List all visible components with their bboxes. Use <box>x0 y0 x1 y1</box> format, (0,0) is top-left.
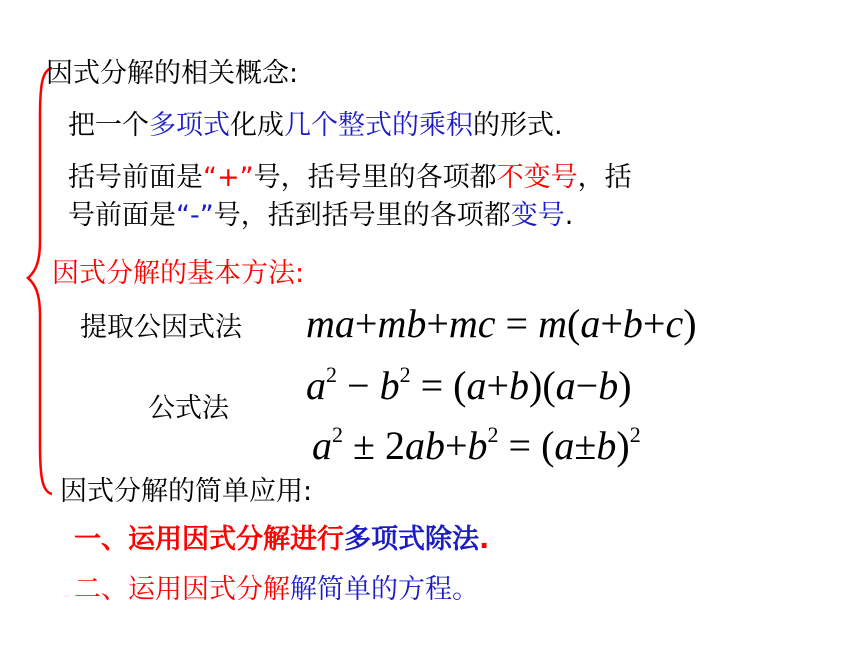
rule-sign-change: 变号 <box>510 200 565 231</box>
methods-heading: 因式分解的基本方法: <box>52 258 305 289</box>
left-brace <box>26 66 54 496</box>
rule-text-1: 括号前面是 <box>68 162 203 193</box>
formula-perfect-square: $a^2 \pm 2ab+b^2 = (a\pm b)^2$ <box>312 422 641 468</box>
concept-term-product: 几个整式的乘积 <box>284 110 473 141</box>
formula-difference-of-squares: $a^2 - b^2 = (a+b)(a-b)$ <box>306 362 632 408</box>
bracket-rule-line-1 <box>68 162 632 194</box>
concepts-heading: 因式分解的相关概念: <box>46 58 299 89</box>
rule-text-3: ，括 <box>577 162 632 193</box>
bracket-rule-line-2 <box>68 200 573 232</box>
rule-no-sign-change: 不变号 <box>496 162 578 193</box>
concept-text-1: 把一个 <box>68 110 149 141</box>
applications-heading: 因式分解的简单应用: <box>60 476 313 507</box>
concept-text-3: 的形式. <box>473 110 563 141</box>
rule-text-2: 号，括号里的各项都 <box>253 162 497 193</box>
app1-period: . <box>479 524 490 555</box>
common-factor-label: 提取公因式法 <box>80 312 242 343</box>
app1-term: 多项式除法 <box>344 524 479 555</box>
concept-text-2: 化成 <box>230 110 284 141</box>
rule-text-5: 号，括到括号里的各项都 <box>213 200 511 231</box>
app2-term: 解简单的方程。 <box>290 574 479 605</box>
app2-text: 二、运用因式分解 <box>74 574 290 605</box>
formula-method-label: 公式法 <box>148 393 229 424</box>
rule-period: . <box>564 200 574 231</box>
application-2 <box>74 574 479 606</box>
app1-text: 一、运用因式分解进行 <box>74 524 344 555</box>
formula-common-factor: ma+mb+mc = m(a+b+c) <box>306 301 697 346</box>
rule-text-4: 号前面是 <box>68 200 176 231</box>
concept-definition <box>68 110 563 142</box>
rule-minus-sign: “-” <box>176 200 214 231</box>
concept-term-polynomial: 多项式 <box>149 110 230 141</box>
rule-plus-sign: “+” <box>203 162 254 193</box>
application-1 <box>74 524 489 556</box>
